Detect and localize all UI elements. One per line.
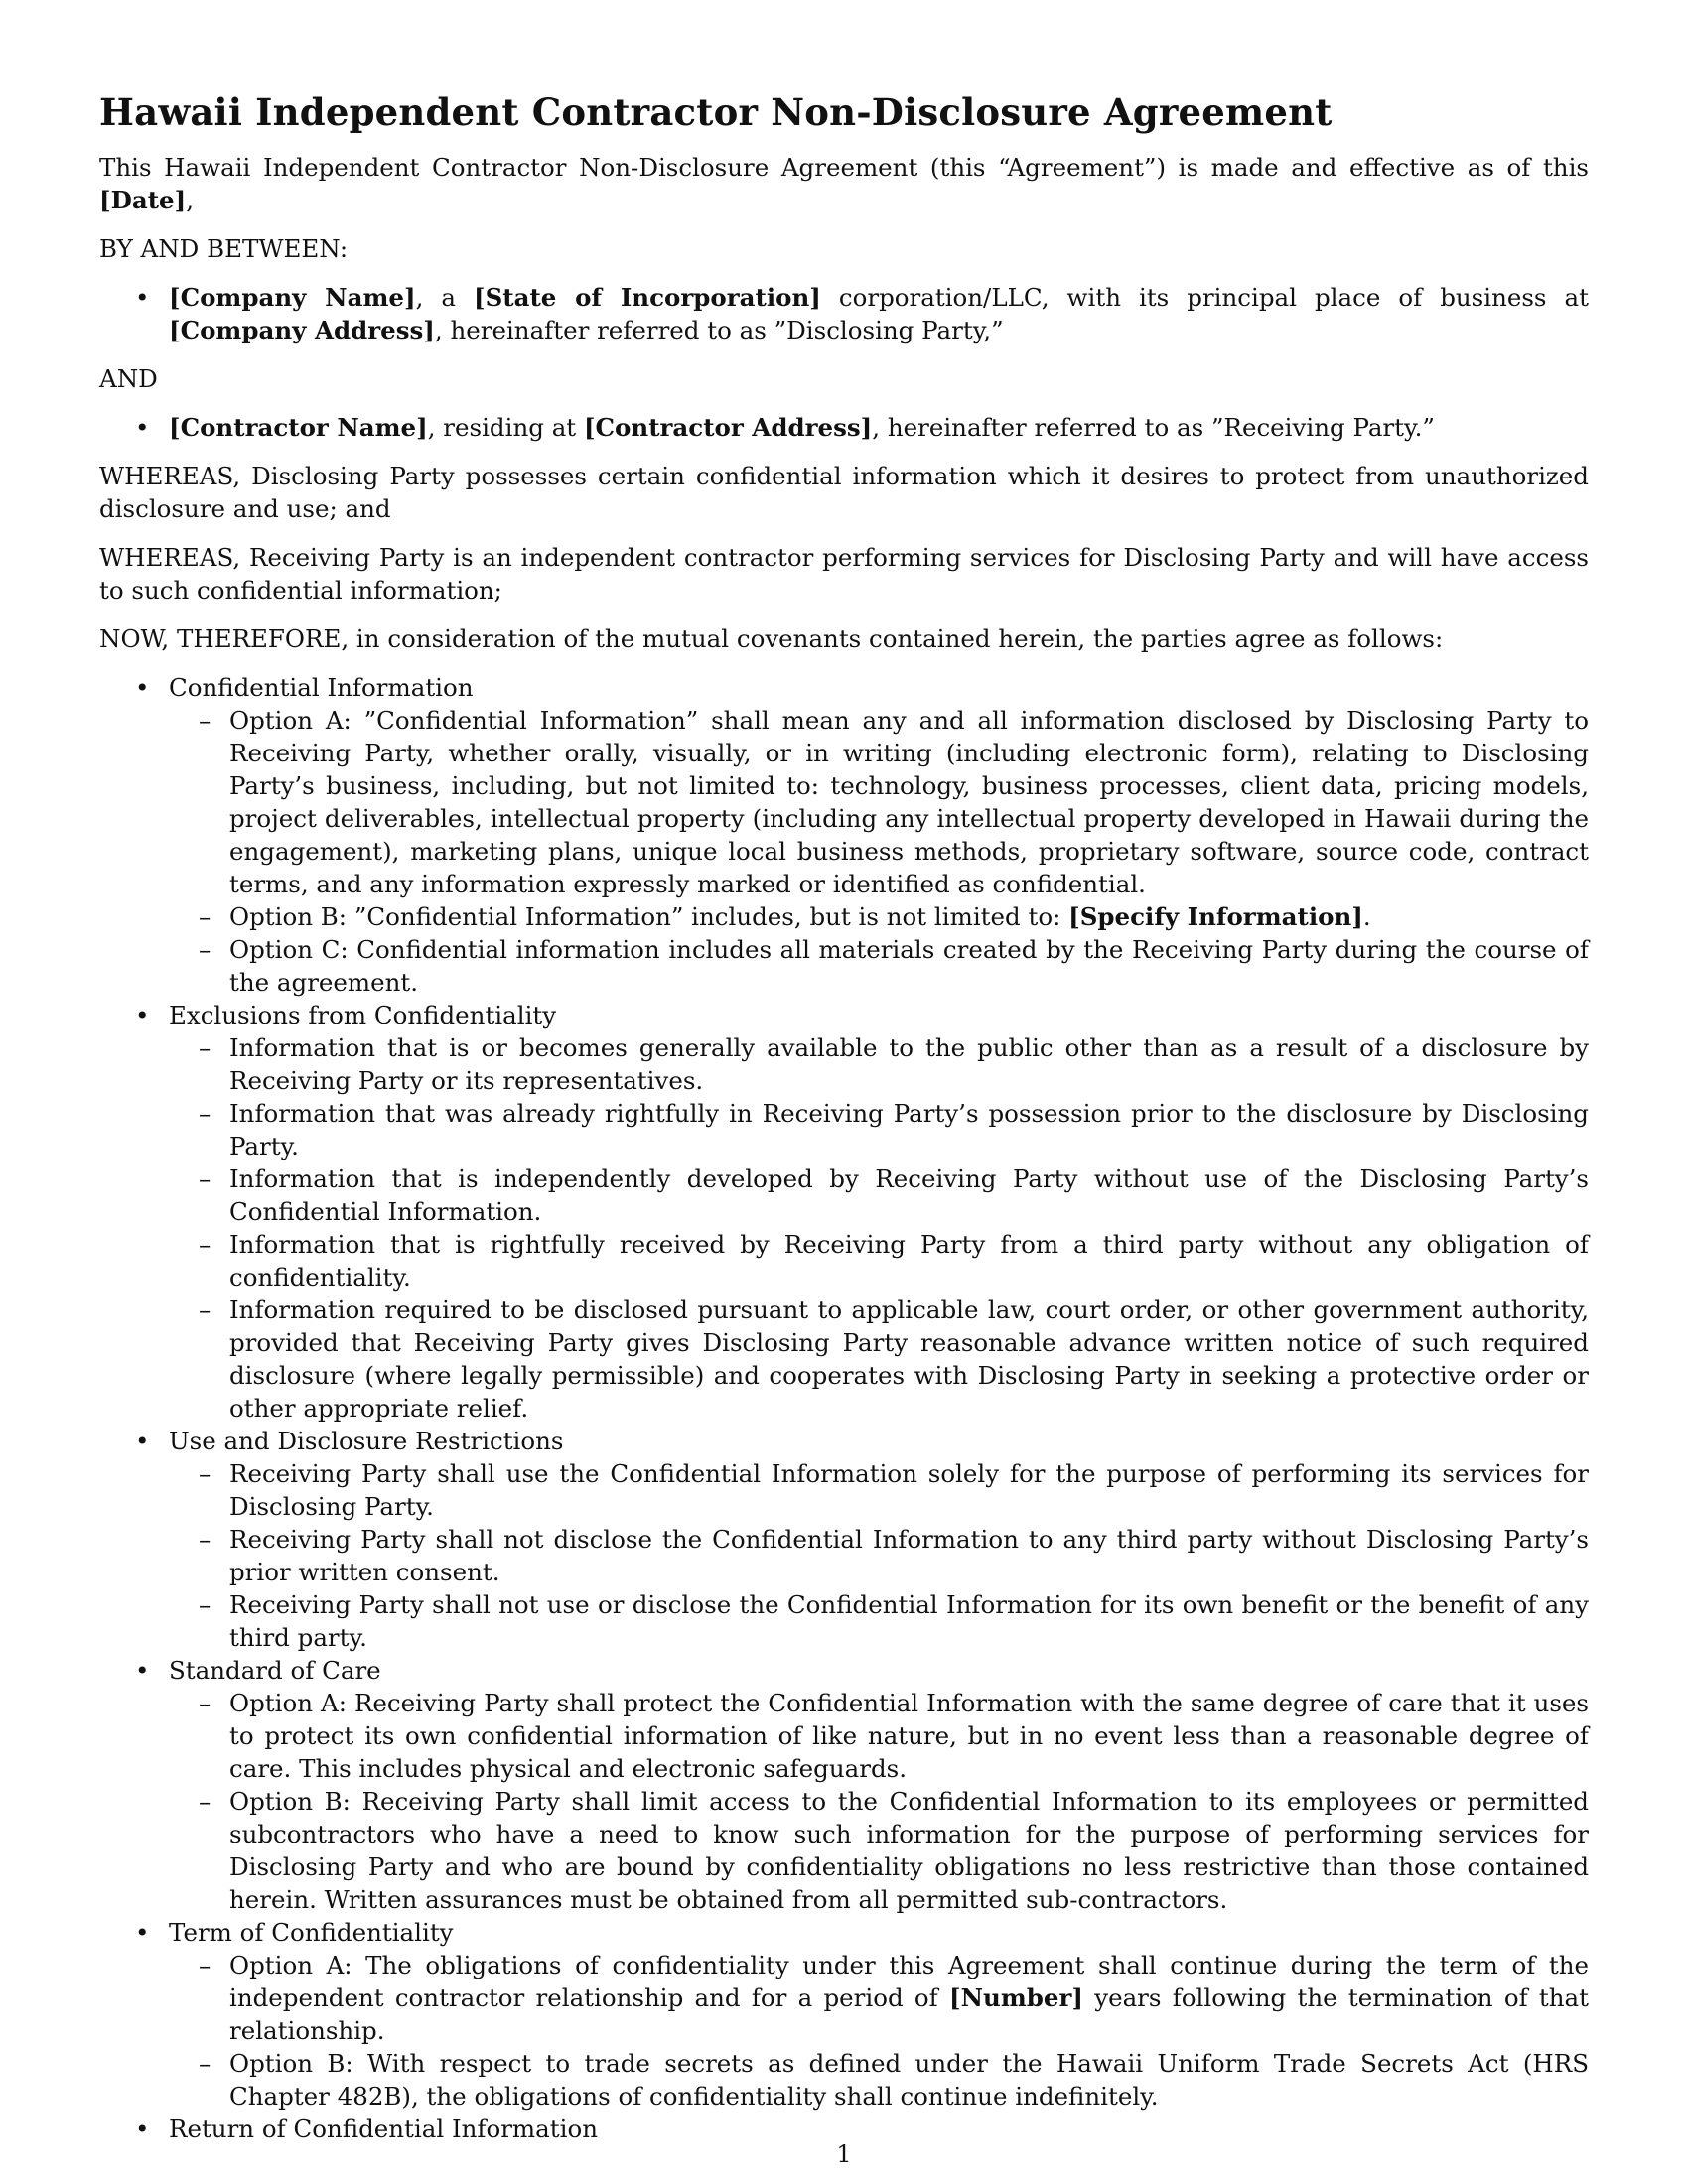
list-item: – Information that is or becomes generally available to the public other than as a result of a disclosure by Receiving Party or its representatives. <box>169 1031 1589 1097</box>
state-placeholder: [State of Incorporation] <box>474 283 821 312</box>
section-confidential-information <box>99 671 1589 999</box>
list-item: – Option C: Confidential information includes all materials created by the Receiving Party during the course of the agreement. <box>169 933 1589 999</box>
section-heading: Return of Confidential Information <box>169 2115 598 2143</box>
list-item: – Information that was already rightfully in Receiving Party’s possession prior to the disclosure by Disclosing Party. <box>169 1097 1589 1162</box>
list-item: – Option A: The obligations of confidentiality under this Agreement shall continue during the term of the independent contractor relationship and for a period of [Number] years following the termination of that relationship. <box>169 1949 1589 2047</box>
list-item: – Receiving Party shall use the Confidential Information solely for the purpose of performing its services for Disclosing Party. <box>169 1457 1589 1523</box>
document-page <box>99 87 1589 2161</box>
page-number: 1 <box>836 2140 852 2168</box>
section-heading: Standard of Care <box>169 1656 381 1685</box>
section-exclusions <box>99 999 1589 1425</box>
list-item: – Receiving Party shall not disclose the Confidential Information to any third party without Disclosing Party’s prior written consent. <box>169 1523 1589 1588</box>
document-title: Hawaii Independent Contractor Non-Disclosure Agreement <box>99 90 1333 134</box>
party2-item: • [Contractor Name], residing at [Contractor Address], hereinafter referred to as ”Receiving Party.” <box>99 411 1589 444</box>
section-heading: Confidential Information <box>169 673 474 702</box>
sections-list <box>99 671 1589 2145</box>
list-item: – Option B: With respect to trade secrets as defined under the Hawaii Uniform Trade Secrets Act (HRS Chapter 482B), the obligations of confidentiality shall continue indefinitely. <box>169 2047 1589 2113</box>
intro-paragraph: This Hawaii Independent Contractor Non-Disclosure Agreement (this “Agreement”) is made and effective as of this [Date], <box>99 153 1589 214</box>
subitem-list <box>169 1949 1589 2113</box>
date-placeholder: [Date] <box>99 186 187 214</box>
subitem-list <box>169 1457 1589 1654</box>
contractor-name-placeholder: [Contractor Name] <box>169 413 428 442</box>
party1-item: • [Company Name], a [State of Incorporation] corporation/LLC, with its principal place of business at [Company Address], hereinafter referred to as ”Disclosing Party,” <box>99 281 1589 346</box>
list-item: – Option B: Receiving Party shall limit access to the Confidential Information to its employees or permitted subcontractors who have a need to know such information for the purpose of performing services for Disclosing Party and who are bound by confidentiality obligations no less restrictive than those contained herein. Written assurances must be obtained from all permitted sub-contractors. <box>169 1785 1589 1916</box>
subitem-list <box>169 704 1589 999</box>
list-item: – Receiving Party shall not use or disclose the Confidential Information for its own benefit or the benefit of any third party. <box>169 1588 1589 1654</box>
list-item: – Information that is rightfully received by Receiving Party from a third party without any obligation of confidentiality. <box>169 1228 1589 1294</box>
section-heading: Use and Disclosure Restrictions <box>169 1427 564 1455</box>
list-item: – Information that is independently developed by Receiving Party without use of the Disclosing Party’s Confidential Information. <box>169 1162 1589 1228</box>
number-placeholder: [Number] <box>949 1983 1083 2012</box>
contractor-address-placeholder: [Contractor Address] <box>583 413 873 442</box>
and-line: AND <box>99 364 158 393</box>
company-name-placeholder: [Company Name] <box>169 283 416 312</box>
section-use-restrictions <box>99 1425 1589 1654</box>
company-address-placeholder: [Company Address] <box>169 316 435 344</box>
between-line: BY AND BETWEEN: <box>99 234 349 263</box>
section-heading: Exclusions from Confidentiality <box>169 1001 557 1029</box>
list-item: – Option B: ”Confidential Information” includes, but is not limited to: [Specify Information]. <box>169 900 1589 933</box>
specify-information-placeholder: [Specify Information] <box>1068 902 1363 931</box>
party2-list <box>99 411 1589 444</box>
section-standard-of-care <box>99 1654 1589 1916</box>
subitem-list <box>169 1687 1589 1916</box>
whereas-paragraph-2: WHEREAS, Receiving Party is an independent contractor performing services for Disclosing Party and will have access to such confidential information; <box>99 543 1589 605</box>
section-term <box>99 1916 1589 2113</box>
whereas-paragraph-1: WHEREAS, Disclosing Party possesses certain confidential information which it desires to protect from unauthorized disclosure and use; and <box>99 462 1589 523</box>
list-item: – Option A: ”Confidential Information” shall mean any and all information disclosed by Disclosing Party to Receiving Party, whether orally, visually, or in writing (including electronic form), relating to Disclosing Party’s business, including, but not limited to: technology, business processes, client data, pricing models, project deliverables, intellectual property (including any intellectual property developed in Hawaii during the engagement), marketing plans, unique local business methods, proprietary software, source code, contract terms, and any information expressly marked or identified as confidential. <box>169 704 1589 900</box>
list-item: – Information required to be disclosed pursuant to applicable law, court order, or other government authority, provided that Receiving Party gives Disclosing Party reasonable advance written notice of such required disclosure (where legally permissible) and cooperates with Disclosing Party in seeking a protective order or other appropriate relief. <box>169 1294 1589 1425</box>
list-item: – Option A: Receiving Party shall protect the Confidential Information with the same degree of care that it uses to protect its own confidential information of like nature, but in no event less than a reasonable degree of care. This includes physical and electronic safeguards. <box>169 1687 1589 1785</box>
subitem-list <box>169 1031 1589 1425</box>
now-therefore-paragraph: NOW, THEREFORE, in consideration of the mutual covenants contained herein, the parties agree as follows: <box>99 624 1444 653</box>
party1-list <box>99 281 1589 346</box>
section-heading: Term of Confidentiality <box>169 1918 454 1947</box>
